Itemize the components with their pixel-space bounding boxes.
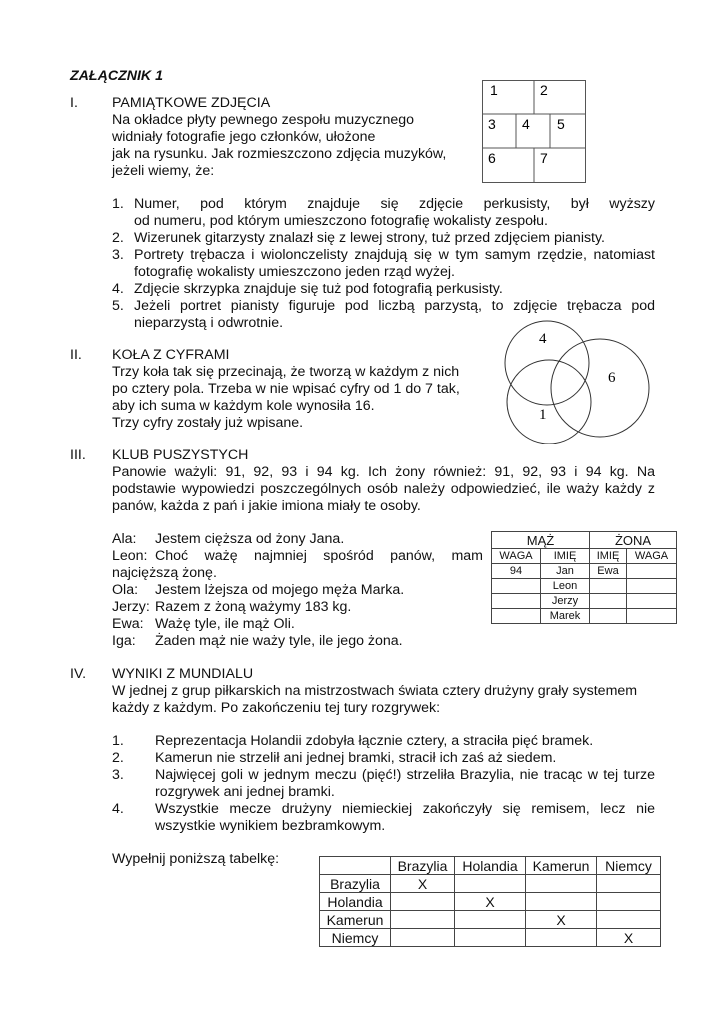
table-cell [526,875,597,893]
section-2-line: aby ich suma w każdym kole wynosiła 16. [112,398,375,414]
table-cell [627,579,677,594]
table-cell [526,929,597,947]
speaker: Leon: [112,548,148,564]
table-row [492,609,677,624]
list-number: 3. [112,247,124,263]
table-cell [492,609,541,624]
fill-instruction: Wypełnij poniższą tabelkę: [112,851,280,867]
table-cell: 94 [492,564,541,579]
section-4-intro: W jednej z grup piłkarskich na mistrzostwach świata cztery drużyny grały systemem [112,683,638,699]
row-header: Brazylia [320,875,391,893]
table-cell [627,609,677,624]
table-row [492,564,677,579]
table-cell [492,579,541,594]
list-item: Kamerun nie strzelił ani jednej bramki, stracił ich zaś aż siedem. [155,750,557,766]
table-cell: Jan [541,564,590,579]
table-cell [627,594,677,609]
table-cell [597,893,661,911]
list-number: 2. [112,750,124,766]
table-row [320,929,661,947]
section-1-intro-line: widniały fotografie jego członków, ułożone [112,129,376,145]
table-cell [590,609,627,624]
list-item-cont: fotografię wokalisty umieszczono jeden rząd wyżej. [134,264,455,280]
list-number: 1. [112,733,124,749]
list-item: Wizerunek gitarzysty znalazł się z lewej strony, tuż przed zdjęciem pianisty. [134,230,605,246]
circle-digit-1: 1 [539,407,547,423]
table-cell: Leon [541,579,590,594]
speaker: Ola: [112,582,139,598]
photo-grid-diagram [482,80,586,184]
table-cell: Jerzy [541,594,590,609]
statement: Jestem lżejsza od mojego męża Marka. [155,582,405,598]
list-item: Reprezentacja Holandii zdobyła łącznie cztery, a straciła pięć bramek. [155,733,594,749]
section-3-intro: panów, każda z pań i jakie imiona miały te osoby. [112,498,421,514]
table-row [492,594,677,609]
table-cell [455,929,526,947]
section-3-intro: Panowie ważyli: 91, 92, 93 i 94 kg. Ich żony również: 91, 92, 93 i 94 kg. Na [112,464,655,480]
list-item-cont: nieparzystą i odwrotnie. [134,315,284,331]
list-item-cont: od numeru, pod którym umieszczono fotografię wokalisty zespołu. [134,213,549,229]
statement: Razem z żoną ważymy 183 kg. [155,599,352,615]
circle-digit-6: 6 [608,370,616,386]
grid-cell-4: 4 [522,116,530,132]
list-item: Numer, pod którym znajduje się zdjęcie perkusisty, był wyższy [134,196,655,212]
statement: Choć ważę najmniej spośród panów, mam [155,548,483,564]
section-4-heading: WYNIKI Z MUNDIALU [112,666,254,682]
speaker: Jerzy: [112,599,150,615]
statement: Ważę tyle, ile mąż Oli. [155,616,295,632]
statement: Żaden mąż nie waży tyle, ile jego żona. [155,633,403,649]
header-wife: ŻONA [590,532,677,549]
speaker: Ala: [112,531,137,547]
table-cell: X [597,929,661,947]
row-header: Niemcy [320,929,391,947]
col-header: WAGA [627,549,677,564]
grid-cell-6: 6 [488,150,496,166]
table-cell: Marek [541,609,590,624]
list-number: 3. [112,767,124,783]
grid-cell-1: 1 [490,82,498,98]
speaker: Ewa: [112,616,144,632]
table-cell [627,564,677,579]
section-2-number: II. [70,347,82,363]
col-header: Holandia [455,857,526,875]
table-cell [492,594,541,609]
table-cell [391,893,455,911]
section-3-intro: podstawie wypowiedzi poszczególnych osób należy odpowiedzieć, ile waży każdy z [112,481,655,497]
section-1-intro-line: jak na rysunku. Jak rozmieszczono zdjęcia muzyków, [112,146,447,162]
grid-cell-7: 7 [540,150,548,166]
list-item: Portrety trębacza i wiolonczelisty znajdują się w tym samym rzędzie, natomiast [134,247,655,263]
section-1-intro-line: jeżeli wiemy, że: [112,163,215,179]
statement: Jestem cięższa od żony Jana. [155,531,345,547]
table-cell [597,875,661,893]
table-cell: Ewa [590,564,627,579]
table-cell [455,875,526,893]
list-number: 4. [112,801,124,817]
section-1-heading: PAMIĄTKOWE ZDJĘCIA [112,95,271,111]
table-cell: X [526,911,597,929]
col-header: Brazylia [391,857,455,875]
table-cell [597,911,661,929]
section-2-line: Trzy cyfry zostały już wpisane. [112,415,304,431]
list-number: 4. [112,281,124,297]
list-item-cont: wszystkie wynikiem bezbramkowym. [155,818,386,834]
col-header: WAGA [492,549,541,564]
list-item-cont: rozgrywek ani jednej bramki. [155,784,335,800]
table-row [320,875,661,893]
col-header: IMIĘ [590,549,627,564]
section-4-number: IV. [70,666,87,682]
section-4-intro: każdy z każdym. Po zakończeniu tej tury rozgrywek: [112,700,441,716]
grid-cell-2: 2 [540,82,548,98]
table-cell [526,893,597,911]
row-header: Kamerun [320,911,391,929]
list-number: 1. [112,196,124,212]
list-item: Jeżeli portret pianisty figuruje pod liczbą parzystą, to zdjęcie trębacza pod [134,298,655,314]
grid-cell-3: 3 [488,116,496,132]
list-number: 5. [112,298,124,314]
table-cell: X [455,893,526,911]
corner-cell [320,857,391,875]
list-number: 2. [112,230,124,246]
circle-digit-4: 4 [539,331,547,347]
results-table [319,856,661,947]
section-2-heading: KOŁA Z CYFRAMI [112,347,230,363]
table-cell [455,911,526,929]
section-1-intro-line: Na okładce płyty pewnego zespołu muzycznego [112,112,415,128]
section-2-line: Trzy koła tak się przecinają, że tworzą w każdym z nich [112,364,460,380]
section-3-number: III. [70,447,86,463]
grid-cell-5: 5 [557,116,565,132]
col-header: Niemcy [597,857,661,875]
section-2-line: po cztery pola. Trzeba w nie wpisać cyfry od 1 do 7 tak, [112,381,460,397]
page-title: ZAŁĄCZNIK 1 [70,68,164,84]
row-header: Holandia [320,893,391,911]
three-circles-diagram [496,316,658,444]
table-cell [590,579,627,594]
speaker: Iga: [112,633,136,649]
list-item: Najwięcej goli w jednym meczu (pięć!) strzeliła Brazylia, nie tracąc w tej turze [155,767,655,783]
list-item: Zdjęcie skrzypka znajduje się tuż pod fotografią perkusisty. [134,281,503,297]
col-header: IMIĘ [541,549,590,564]
header-husband: MĄŻ [492,532,590,549]
table-cell: X [391,875,455,893]
table-row [320,911,661,929]
statement: najcięższą żonę. [112,565,217,581]
section-1-number: I. [70,95,78,111]
list-item: Wszystkie mecze drużyny niemieckiej zakończyły się remisem, lecz nie [155,801,655,817]
table-cell [391,911,455,929]
table-row [320,893,661,911]
section-3-heading: KLUB PUSZYSTYCH [112,447,249,463]
col-header: Kamerun [526,857,597,875]
table-row [492,579,677,594]
table-cell [391,929,455,947]
table-cell [590,594,627,609]
husband-wife-table [491,531,677,624]
